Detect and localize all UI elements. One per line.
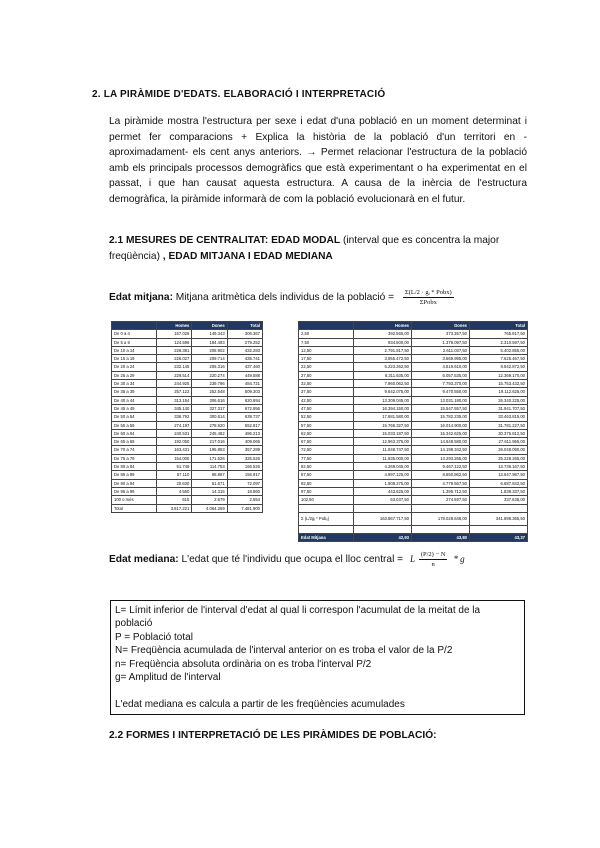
table-cell: 313.154 [157, 396, 192, 404]
edat-mitjana-line [109, 289, 454, 306]
mediana-formula-prefix: L [409, 554, 415, 565]
table-cell: De 90 a 94 [112, 479, 157, 487]
table-row [112, 471, 263, 479]
table-cell: 244.925 [157, 380, 192, 388]
table-row [112, 371, 263, 379]
table-cell: 13.647.987,50 [470, 471, 528, 479]
table-cell: 336.792 [157, 413, 192, 421]
table-cell: De 45 a 49 [112, 404, 157, 412]
table-header: Homes [157, 322, 192, 330]
table-cell: De 35 a 39 [112, 388, 157, 396]
table-cell: 1.908.275,00 [354, 479, 412, 487]
table-cell: De 55 a 59 [112, 421, 157, 429]
table-cell: 37,50 [299, 388, 354, 396]
definition-n: n= Freqüència absoluta ordinària on es troba l'interval P/2 [115, 658, 372, 670]
table-cell: De 85 a 89 [112, 471, 157, 479]
table-header: Homes [354, 322, 412, 330]
table-cell: 345.140 [157, 404, 192, 412]
table-cell: 92,50 [299, 479, 354, 487]
table-row [299, 454, 528, 462]
table-row [299, 479, 528, 487]
section-title: 2. LA PIRÀMIDE D'EDATS. ELABORACIÓ I INTERPRETACIÓ [92, 89, 386, 100]
table-cell: 1.395.712,50 [412, 487, 470, 495]
table-cell: 12.369.170,00 [470, 371, 528, 379]
mediana-formula [419, 551, 448, 568]
table-cell: 124.596 [157, 338, 192, 346]
table-cell: De 60 a 64 [112, 429, 157, 437]
table-cell: 15.766.327,50 [354, 421, 412, 429]
table-cell: 13.736.167,50 [470, 463, 528, 471]
table-cell: De 10 a 14 [112, 346, 157, 354]
table-cell: 252.548 [192, 388, 227, 396]
table-row [299, 413, 528, 421]
definition-P: P = Població total [115, 631, 193, 643]
table-cell: 156.917 [227, 471, 262, 479]
table-cell: 341.896.365,50 [470, 512, 528, 525]
table-cell: De 80 a 84 [112, 463, 157, 471]
table-cell: 12.963.375,00 [354, 438, 412, 446]
table-row [299, 371, 528, 379]
table-row [299, 346, 528, 354]
table-cell: 245.482 [192, 429, 227, 437]
table-cell: 57,50 [299, 421, 354, 429]
table-cell: Edat Mitjana [299, 534, 354, 542]
table-cell: 449.588 [227, 371, 262, 379]
table-cell: 17,50 [299, 355, 354, 363]
table-cell: 228.381 [157, 346, 192, 354]
table-row [299, 471, 528, 479]
mediana-formula-suffix: * g [453, 554, 465, 565]
table-cell: 33.463.815,00 [470, 413, 528, 421]
table-cell: 171.526 [192, 454, 227, 462]
table-cell: 232.145 [157, 363, 192, 371]
table-cell: 2.611.037,50 [412, 346, 470, 354]
edat-mitjana-label: Edat mitjana: [109, 292, 173, 304]
table-row [112, 421, 263, 429]
table-cell: 2.791.817,50 [354, 346, 412, 354]
table-cell: 279.252 [227, 338, 262, 346]
table-cell: 4.997.125,00 [354, 471, 412, 479]
table-cell: 14.648.580,00 [412, 438, 470, 446]
table-header [299, 322, 354, 330]
mediana-formula-denominator: n [431, 561, 435, 568]
table-row [112, 446, 263, 454]
table-cell [470, 525, 528, 533]
table-cell: 205.316 [192, 363, 227, 371]
table-cell: De 65 a 69 [112, 438, 157, 446]
table-row [299, 330, 528, 338]
table-cell: 3.669.995,00 [412, 355, 470, 363]
table-cell: 15.547.557,50 [412, 404, 470, 412]
table-cell: 9.642.075,00 [354, 388, 412, 396]
table-row [112, 330, 263, 338]
table-row [112, 487, 263, 495]
table-cell: 209.714 [192, 355, 227, 363]
table-cell [470, 504, 528, 512]
mitjana-formula-denominator: ΣPobx [419, 299, 437, 306]
table-cell: 392.565,00 [354, 330, 412, 338]
table-cell [299, 504, 354, 512]
table-cell: 509.303 [227, 388, 262, 396]
subsection-1-bold-b: , EDAD MITJANA I EDAD MEDIANA [159, 250, 333, 262]
edat-mediana-label: Edat mediana: [109, 554, 179, 566]
edat-mediana-line [109, 551, 465, 568]
table-cell: 274.197 [157, 421, 192, 429]
table-row [299, 438, 528, 446]
table-cell: 31.781.227,50 [470, 421, 528, 429]
definition-spacer [115, 684, 520, 697]
table-cell: 51.746 [157, 463, 192, 471]
table-cell: 13.309.045,00 [354, 396, 412, 404]
table-cell: 72.097 [227, 479, 262, 487]
subsection-2-title: 2.2 FORMES I INTERPRETACIÓ DE LES PIRÀMIDES DE POBLACIÓ: [109, 730, 437, 741]
table-cell: De 70 a 74 [112, 446, 157, 454]
table-cell: 114.753 [192, 463, 227, 471]
table-cell: 306.367 [227, 330, 262, 338]
table-cell: 208.902 [192, 346, 227, 354]
table-cell: 166.526 [227, 463, 262, 471]
table-row [112, 413, 263, 421]
table-row [299, 355, 528, 363]
table-cell: 11.848.747,50 [354, 446, 412, 454]
table-cell: 7.625.467,50 [470, 355, 528, 363]
table-cell: 27.611.955,00 [470, 438, 528, 446]
table-cell: 7,50 [299, 338, 354, 346]
table-row [299, 534, 528, 542]
table-cell: 15.753.432,50 [470, 380, 528, 388]
table-row [112, 346, 263, 354]
table-header: Total [227, 322, 262, 330]
table-cell: 306.616 [192, 396, 227, 404]
table-cell: 17.681.580,00 [354, 413, 412, 421]
table-cell: 43,37 [470, 534, 528, 542]
table-cell: 934.500,00 [354, 338, 412, 346]
table-cell: 14.199.342,50 [412, 446, 470, 454]
table-cell: 220.274 [192, 371, 227, 379]
table-row [299, 463, 528, 471]
table-cell: 6.311.635,00 [354, 371, 412, 379]
table-row [299, 525, 528, 533]
population-table-right [298, 321, 528, 542]
table-cell: 432.283 [227, 346, 262, 354]
table-cell: De 0 a 4 [112, 330, 157, 338]
table-cell: 22,50 [299, 363, 354, 371]
table-cell: 9.842.872,50 [470, 363, 528, 371]
table-cell: 4.064.269 [192, 504, 227, 512]
table-cell: 51.671 [192, 479, 227, 487]
table-cell: 15.782.235,00 [412, 413, 470, 421]
table-cell: 4.619.610,00 [412, 363, 470, 371]
table-cell [354, 504, 412, 512]
table-cell: 257.122 [157, 388, 192, 396]
table-cell: 14.315 [192, 487, 227, 495]
table-cell: 7.793.370,00 [412, 380, 470, 388]
table-cell: 30.375.812,50 [470, 429, 528, 437]
table-header: Dones [412, 322, 470, 330]
table-row [299, 363, 528, 371]
table-cell: 184.493 [192, 338, 227, 346]
table-row [299, 404, 528, 412]
table-cell: 239.796 [192, 380, 227, 388]
table-cell: 15.033.187,50 [354, 429, 412, 437]
table-cell: 2.310.597,50 [470, 338, 528, 346]
mitjana-formula [403, 289, 454, 306]
table-row [299, 388, 528, 396]
table-row [112, 454, 263, 462]
table-cell: Σ (L/2gᵢ * Pobₓ) [299, 512, 354, 525]
table-cell: 26.340.225,00 [470, 396, 528, 404]
table-cell: 4.550 [157, 487, 192, 495]
table-row [112, 479, 263, 487]
subsection-1-title [109, 233, 527, 264]
table-cell: 63.037,50 [354, 496, 412, 504]
table-row [112, 438, 263, 446]
table-header: Dones [192, 322, 227, 330]
table-row [299, 504, 528, 512]
table-cell: 13.031.180,00 [412, 396, 470, 404]
table-cell: De 25 a 29 [112, 371, 157, 379]
table-cell: 240.531 [157, 429, 192, 437]
table-row [299, 487, 528, 495]
table-cell: 154.000 [157, 454, 192, 462]
table-row [112, 338, 263, 346]
table-cell: 7.481.900 [227, 504, 262, 512]
table-cell: De 95 a 99 [112, 487, 157, 495]
table-row [299, 338, 528, 346]
definition-N: N= Freqüència acumulada de l'interval anterior on es troba el valor de la P/2 [115, 645, 453, 657]
table-cell: 77,50 [299, 454, 354, 462]
table-cell: De 30 a 34 [112, 380, 157, 388]
table-cell: 9.470.550,00 [412, 388, 470, 396]
table-cell: 62,50 [299, 429, 354, 437]
table-cell: 27,50 [299, 371, 354, 379]
definition-L: L= Límit inferior de l'interval d'edat al qual li correspon l'acumulat de la meitat de la població [115, 605, 481, 630]
table-row [299, 396, 528, 404]
intro-paragraph: La piràmide mostra l'estructura per sexe i edat d'una població en un moment determinat i permet fer comparacions + Explica la història de la població d'un territori en -aproximadament- els cent anys anteriors. → Permet relacionar l'estructura de la població amb els principals processos demogràfics que està experimentant o ha experimentat en el passat, i que han causat aquesta estructura. A causa de la inèrcia de l'estructura demogràfica, la piràmide informarà de com la població evolucionarà en el futur. [109, 116, 527, 205]
table-cell: 373.357,50 [412, 330, 470, 338]
table-cell: 149.343 [192, 330, 227, 338]
table-cell: 3.817.221 [157, 504, 192, 512]
definition-note: L'edat mediana es calcula a partir de les freqüències acumulades [115, 698, 405, 710]
table-cell: 52,50 [299, 413, 354, 421]
table-cell: 87,50 [299, 471, 354, 479]
table-cell [354, 525, 412, 533]
table-cell: 8.650.862,50 [412, 471, 470, 479]
table-cell: 4.779.567,50 [412, 479, 470, 487]
table-cell: 72,50 [299, 446, 354, 454]
table-header [112, 322, 157, 330]
table-cell: 615 [157, 496, 192, 504]
table-cell: 19.112.625,00 [470, 388, 528, 396]
table-cell: 765.917,50 [470, 330, 528, 338]
table-cell: 2,50 [299, 330, 354, 338]
table-row [299, 429, 528, 437]
table-cell: 15.342.625,00 [412, 429, 470, 437]
table-cell [299, 525, 354, 533]
table-cell: 102,50 [299, 496, 354, 504]
table-cell: 409.066 [227, 438, 262, 446]
table-cell: 25.228.265,00 [470, 454, 528, 462]
table-row [112, 396, 263, 404]
table-cell: 42,93 [354, 534, 412, 542]
table-cell: 42,50 [299, 396, 354, 404]
table-row [112, 355, 263, 363]
edat-mediana-description: L'edat que té l'individu que ocupa el lloc central = [178, 554, 404, 566]
table-cell: 226.027 [157, 355, 192, 363]
table-cell: 620.694 [227, 396, 262, 404]
definitions-box [110, 600, 525, 715]
table-cell: 278.520 [192, 421, 227, 429]
table-cell: 327.317 [192, 404, 227, 412]
table-cell: 11.935.000,00 [354, 454, 412, 462]
table-cell: 443.625,00 [354, 487, 412, 495]
table-cell: 47,50 [299, 404, 354, 412]
table-cell: De 5 a 9 [112, 338, 157, 346]
table-row [299, 496, 528, 504]
table-cell: 7.960.062,50 [354, 380, 412, 388]
table-cell: 57.110 [157, 471, 192, 479]
table-cell: 100 o més [112, 496, 157, 504]
table-cell: 325.526 [227, 454, 262, 462]
table-cell: 484.721 [227, 380, 262, 388]
table-cell: De 40 a 44 [112, 396, 157, 404]
table-cell: 16.014.900,00 [412, 421, 470, 429]
table-cell [412, 525, 470, 533]
table-cell [412, 504, 470, 512]
table-row [299, 421, 528, 429]
table-cell: 300.614 [192, 413, 227, 421]
table-cell: 5.402.855,00 [470, 346, 528, 354]
table-cell: 357.289 [227, 446, 262, 454]
table-cell: 3.955.472,50 [354, 355, 412, 363]
table-cell: 1.839.337,50 [470, 487, 528, 495]
table-cell: 32,50 [299, 380, 354, 388]
table-cell: 274.597,50 [412, 496, 470, 504]
table-cell: De 15 a 19 [112, 355, 157, 363]
table-cell: 195.853 [192, 446, 227, 454]
table-cell: 163.867.717,50 [354, 512, 412, 525]
table-cell: 163.431 [157, 446, 192, 454]
table-cell: 12,50 [299, 346, 354, 354]
table-row [112, 504, 263, 512]
table-cell: 337.635,00 [470, 496, 528, 504]
table-cell: 437.460 [227, 363, 262, 371]
table-cell: 2.554 [227, 496, 262, 504]
table-cell: 157.026 [157, 330, 192, 338]
population-table-left [111, 321, 263, 513]
table-row [112, 363, 263, 371]
table-cell: 178.028.648,00 [412, 512, 470, 525]
table-cell: 67,50 [299, 438, 354, 446]
table-cell: 229.514 [157, 371, 192, 379]
table-cell: 20.630 [157, 479, 192, 487]
table-cell: 43,80 [412, 534, 470, 542]
table-cell: 672.956 [227, 404, 262, 412]
table-row [299, 446, 528, 454]
table-cell: 82,50 [299, 463, 354, 471]
table-cell: 13.293.265,00 [412, 454, 470, 462]
table-cell: 192.050 [157, 438, 192, 446]
table-row [299, 380, 528, 388]
table-cell: 98.867 [192, 471, 227, 479]
table-cell: 639.737 [227, 413, 262, 421]
table-cell: 18.860 [227, 487, 262, 495]
table-cell: Total [112, 504, 157, 512]
table-cell: 5.223.262,50 [354, 363, 412, 371]
table-row [112, 404, 263, 412]
definition-g: g= Amplitud de l'interval [115, 672, 221, 684]
table-cell: 9.467.122,50 [412, 463, 470, 471]
table-row [112, 380, 263, 388]
table-cell: 435.741 [227, 355, 262, 363]
table-cell: 97,50 [299, 487, 354, 495]
table-cell: De 50 a 54 [112, 413, 157, 421]
table-row [112, 463, 263, 471]
subsection-1-bold-a: 2.1 MESURES DE CENTRALITAT: EDAD MODAL [109, 235, 341, 246]
table-cell: 4.269.045,00 [354, 463, 412, 471]
table-cell: 26.048.090,00 [470, 446, 528, 454]
table-cell: 6.687.842,50 [470, 479, 528, 487]
table-row [112, 429, 263, 437]
table-header: Total [470, 322, 528, 330]
mediana-formula-numerator: (P/2) − N [420, 551, 446, 558]
table-cell: 16.394.150,00 [354, 404, 412, 412]
table-cell: 1.376.097,50 [412, 338, 470, 346]
table-cell: 31.941.707,50 [470, 404, 528, 412]
table-cell: De 20 a 24 [112, 363, 157, 371]
edat-mitjana-description: Mitjana aritmètica dels individus de la població = [172, 292, 395, 304]
table-cell: 6.057.535,00 [412, 371, 470, 379]
table-cell: 217.016 [192, 438, 227, 446]
subsection-1-normal: (interval que es concentra la major freqüència) [109, 235, 500, 262]
table-row [299, 512, 528, 525]
table-cell: 552.817 [227, 421, 262, 429]
table-row [112, 388, 263, 396]
table-cell: De 75 a 79 [112, 454, 157, 462]
table-cell: 2.679 [192, 496, 227, 504]
table-row [112, 496, 263, 504]
table-cell: 486.213 [227, 429, 262, 437]
mitjana-formula-numerator: Σ(L/2 · gᵢ * Pobx) [404, 289, 452, 296]
